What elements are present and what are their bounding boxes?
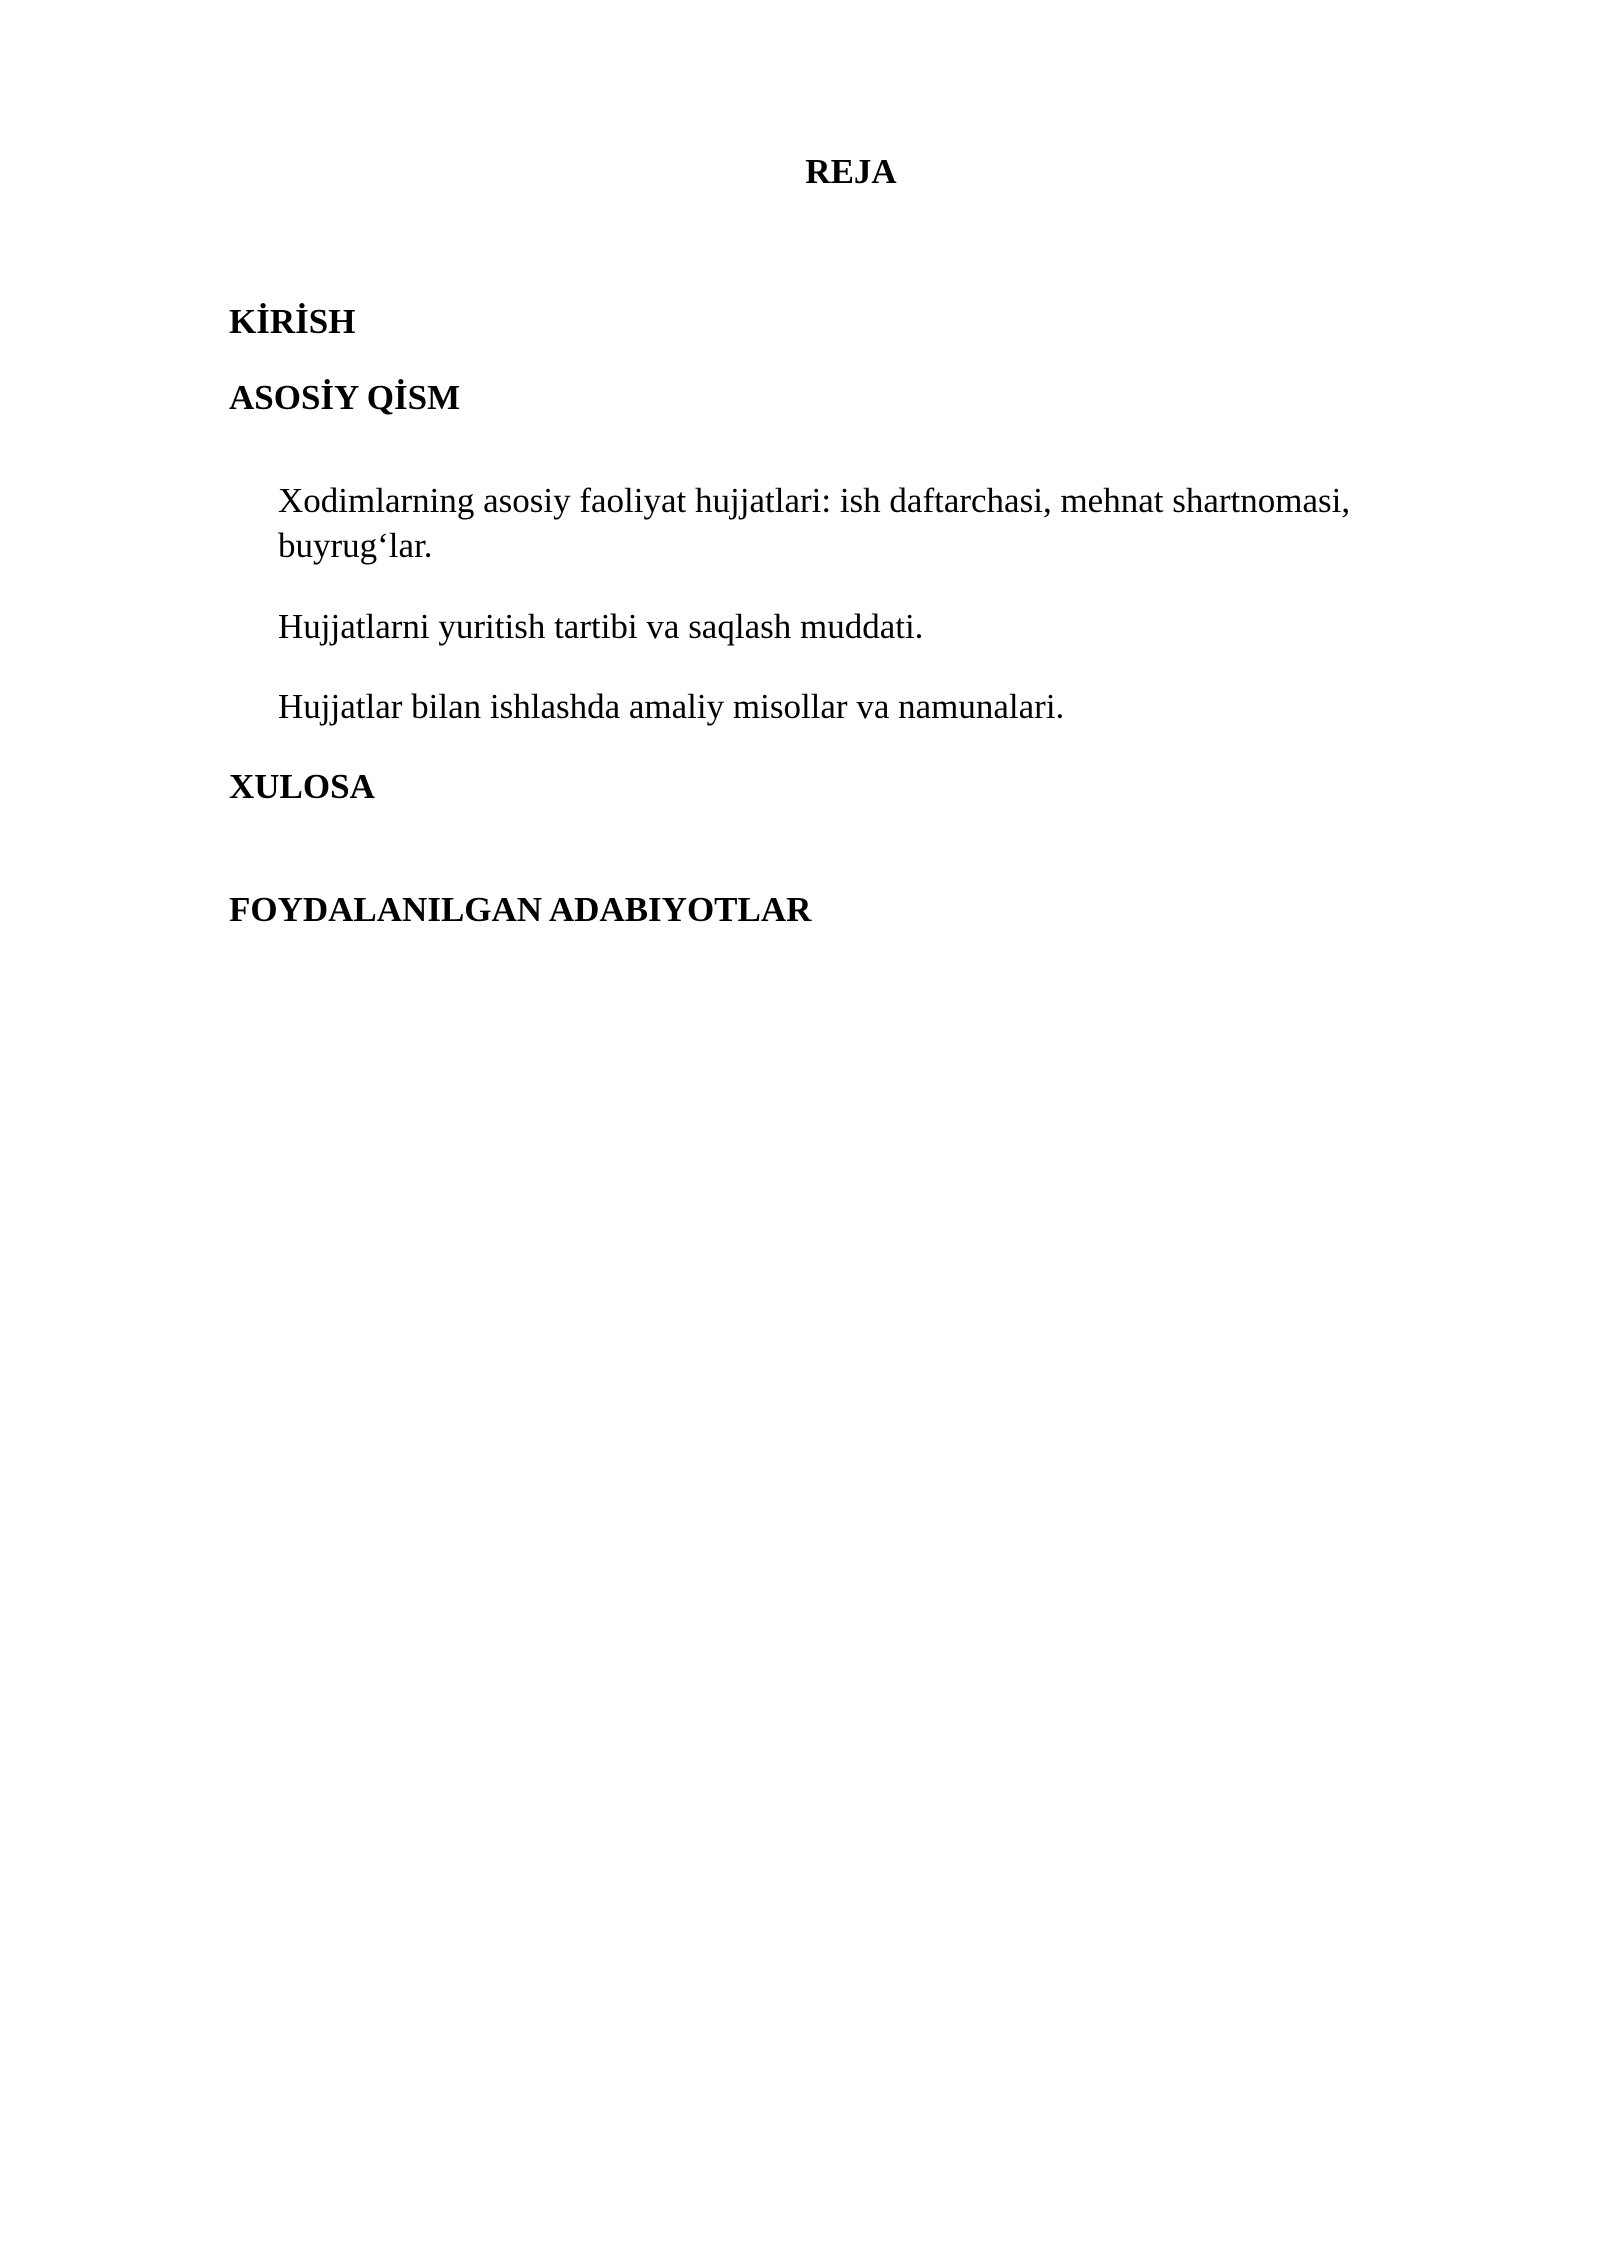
section-heading-conclusion: XULOSA xyxy=(229,767,375,806)
main-item-2: Hujjatlarni yuritish tartibi va saqlash muddati. xyxy=(278,607,924,646)
page-title: REJA xyxy=(805,152,897,191)
main-item-3: Hujjatlar bilan ishlashda amaliy misollar va namunalari. xyxy=(278,687,1065,726)
section-heading-references: FOYDALANILGAN ADABIYOTLAR xyxy=(229,890,812,929)
section-heading-intro: KİRİSH xyxy=(229,302,356,341)
section-heading-main: ASOSİY QİSM xyxy=(229,378,461,417)
main-item-1: Xodimlarning asosiy faoliyat hujjatlari: ish daftarchasi, mehnat shartnomasi, buyrug‘lar. xyxy=(278,481,1351,565)
